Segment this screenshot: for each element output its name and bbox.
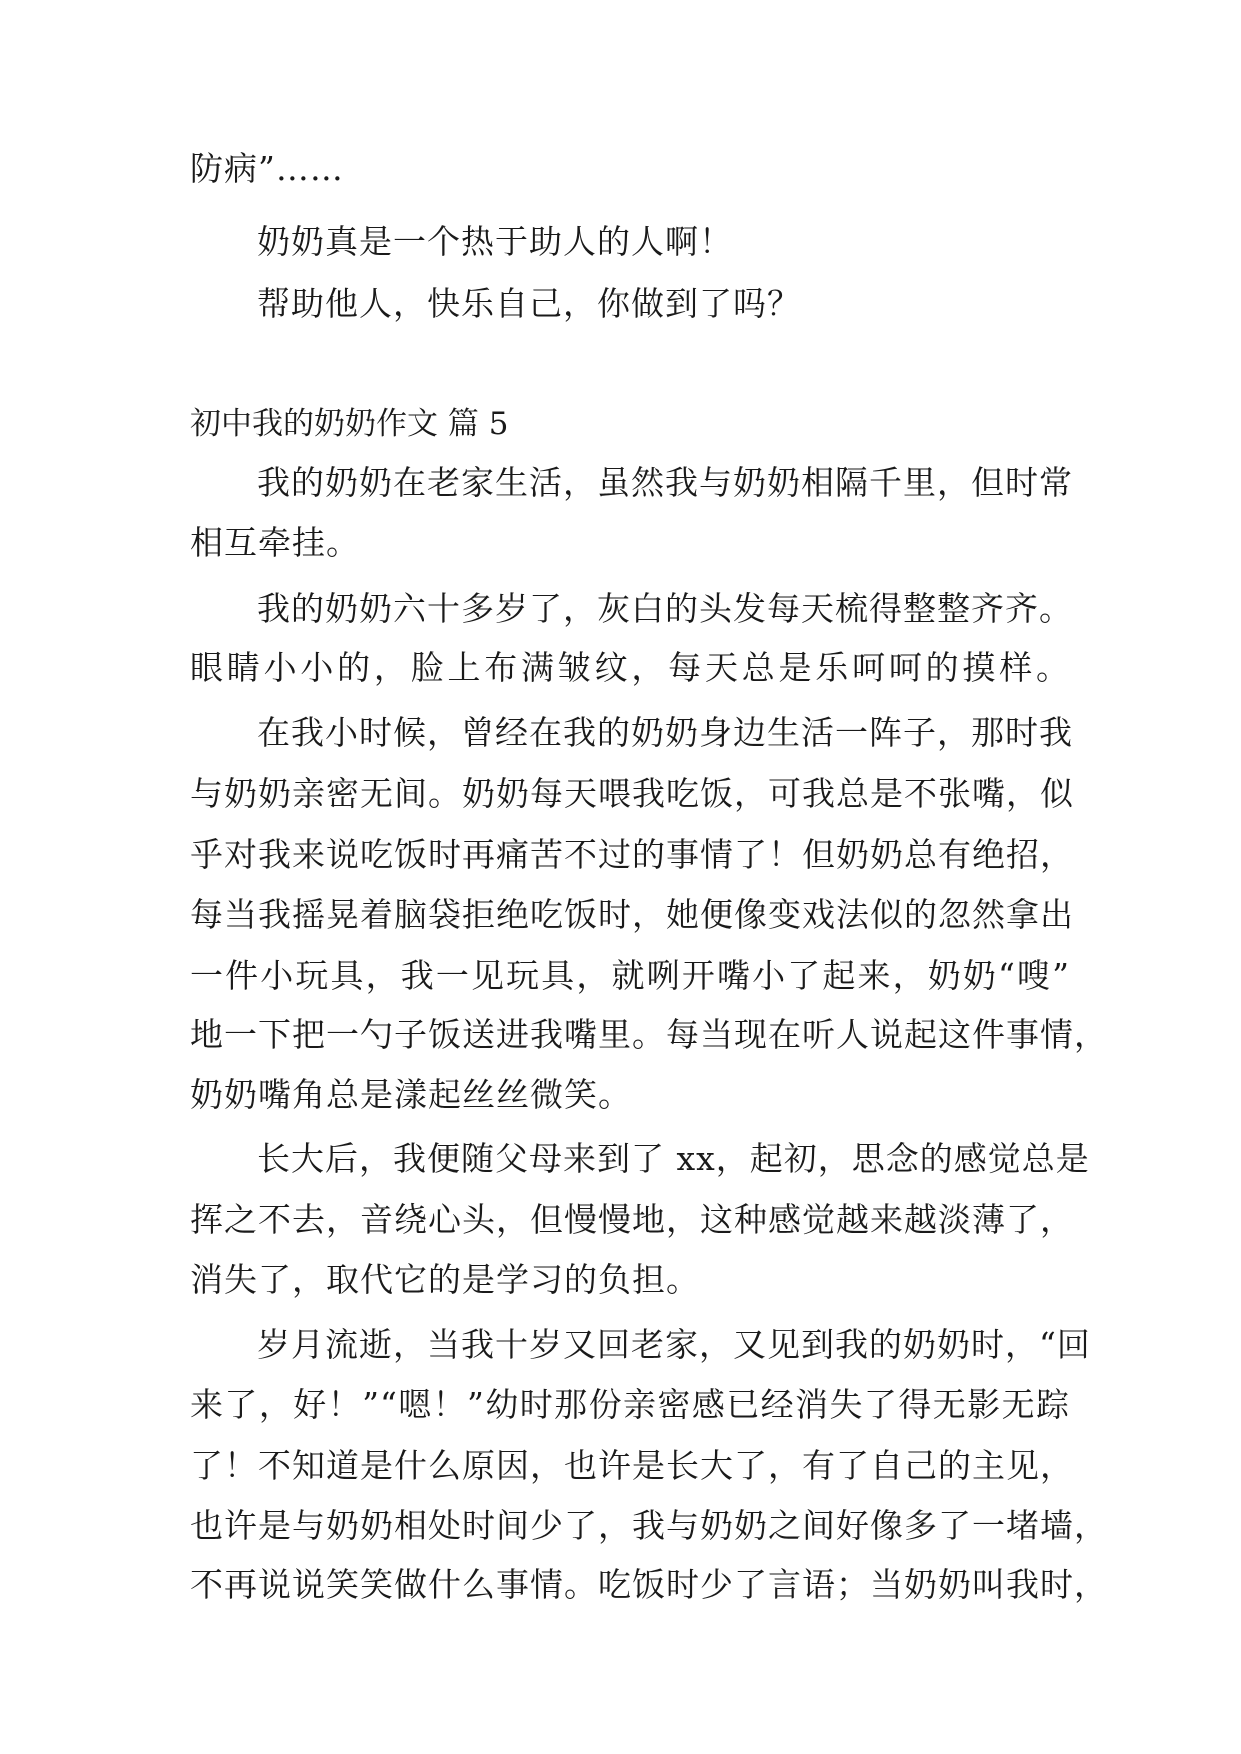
section-heading: 初中我的奶奶作文 篇 5 — [190, 406, 509, 442]
text-line: 相互牵挂。 — [190, 523, 360, 562]
text-line: 一件小玩具，我一见玩具，就咧开嘴小了起来，奶奶“嗖” — [190, 956, 1070, 995]
text-line: 不再说说笑笑做什么事情。吃饭时少了言语；当奶奶叫我时， — [190, 1565, 1108, 1604]
text-line: 岁月流逝，当我十岁又回老家，又见到我的奶奶时，“回 — [257, 1325, 1091, 1364]
text-line: 消失了，取代它的是学习的负担。 — [190, 1260, 700, 1299]
text-line: 长大后，我便随父母来到了 xx，起初，思念的感觉总是 — [257, 1139, 1090, 1178]
text-line: 帮助他人，快乐自己，你做到了吗？ — [257, 284, 801, 323]
text-line: 也许是与奶奶相处时间少了，我与奶奶之间好像多了一堵墙， — [190, 1506, 1108, 1545]
text-line: 了！不知道是什么原因，也许是长大了，有了自己的主见， — [190, 1446, 1074, 1485]
text-line: 我的奶奶六十多岁了，灰白的头发每天梳得整整齐齐。 — [257, 589, 1073, 628]
text-line: 来了，好！”“嗯！”幼时那份亲密感已经消失了得无影无踪 — [190, 1385, 1070, 1424]
text-line: 每当我摇晃着脑袋拒绝吃饭时，她便像变戏法似的忽然拿出 — [190, 895, 1074, 934]
text-line: 防病”…… — [190, 149, 344, 188]
text-line: 在我小时候，曾经在我的奶奶身边生活一阵子，那时我 — [257, 713, 1073, 752]
text-line: 奶奶真是一个热于助人的人啊！ — [257, 222, 733, 261]
text-line: 眼睛小小的，脸上布满皱纹，每天总是乐呵呵的摸样。 — [190, 648, 1070, 687]
text-line: 地一下把一勺子饭送进我嘴里。每当现在听人说起这件事情， — [190, 1015, 1108, 1054]
text-line: 我的奶奶在老家生活，虽然我与奶奶相隔千里，但时常 — [257, 463, 1073, 502]
text-line: 与奶奶亲密无间。奶奶每天喂我吃饭，可我总是不张嘴，似 — [190, 774, 1074, 813]
text-line: 奶奶嘴角总是漾起丝丝微笑。 — [190, 1075, 632, 1114]
text-line: 乎对我来说吃饭时再痛苦不过的事情了！但奶奶总有绝招， — [190, 835, 1074, 874]
text-line: 挥之不去，音绕心头，但慢慢地，这种感觉越来越淡薄了， — [190, 1200, 1074, 1239]
